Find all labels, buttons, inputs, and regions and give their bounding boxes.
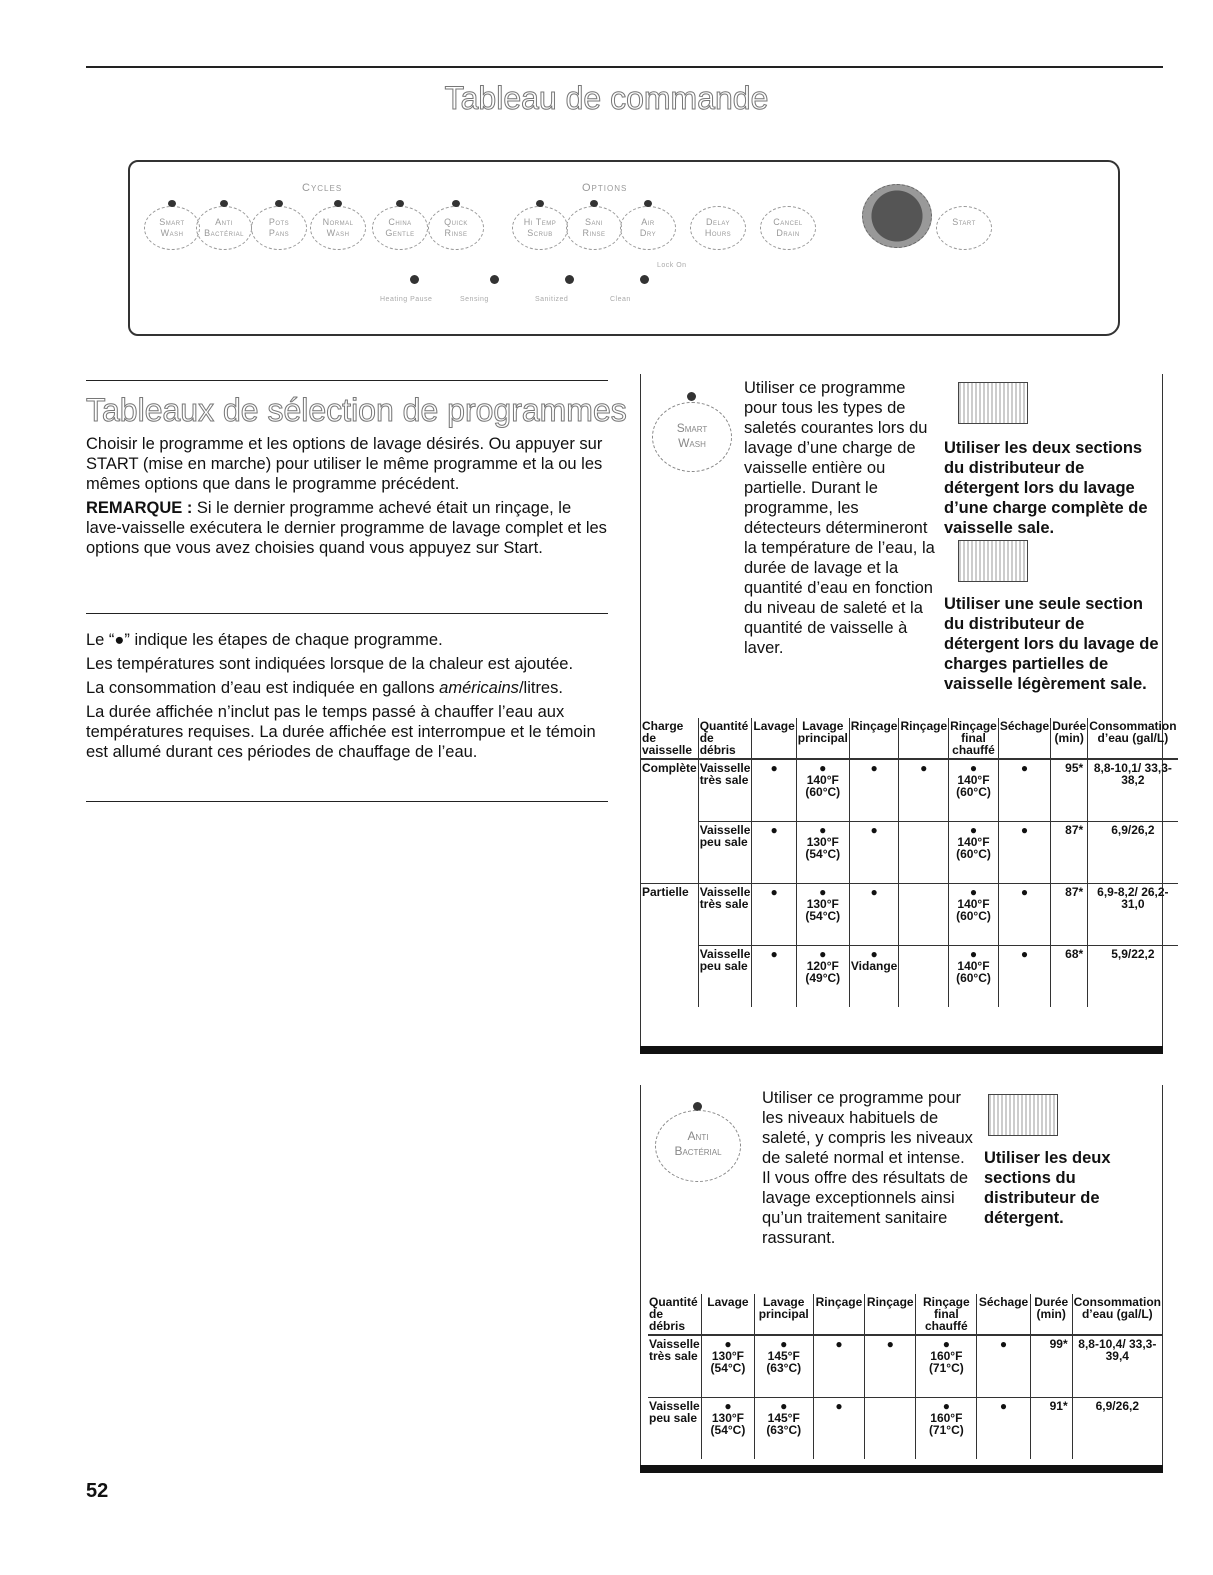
- final-cell: [949, 883, 999, 945]
- rinse1-temp: Vidange: [850, 958, 898, 973]
- soil-cell: Vaisselle peu sale: [648, 1397, 702, 1459]
- anti-header-cell: Quantité de débris: [648, 1294, 702, 1335]
- panel-button-line1: Normal: [322, 217, 354, 227]
- smart-header-cell: Lavage: [752, 718, 796, 759]
- panel-led: [168, 200, 176, 207]
- status-label: Clean: [610, 296, 631, 303]
- time-cell: 87*: [1051, 883, 1088, 945]
- wash-temp: 130°F (54°C): [710, 1410, 746, 1437]
- rinse1-cell: [849, 821, 899, 883]
- main-temp: 120°F (49°C): [805, 958, 841, 985]
- note-paragraph: [86, 498, 608, 558]
- table-row: [641, 821, 1178, 883]
- section-rule-mid: [86, 613, 608, 614]
- smart-header-cell: Rinçage: [899, 718, 949, 759]
- panel-button-3[interactable]: [310, 206, 366, 250]
- anti-header-cell: Rinçage final chauffé: [916, 1294, 977, 1335]
- lock-label: Lock On: [657, 262, 687, 269]
- panel-led: [536, 200, 544, 207]
- table-row: [641, 945, 1178, 1007]
- rinse1-cell: ●: [813, 1397, 864, 1459]
- time-cell: 68*: [1051, 945, 1088, 1007]
- page-number: 52: [86, 1480, 109, 1502]
- wash-temp: 130°F (54°C): [710, 1349, 746, 1375]
- table-row: [641, 759, 1178, 821]
- final-cell: [916, 1397, 977, 1459]
- panel-button-line1: Smart: [159, 217, 185, 227]
- panel-button-11[interactable]: [936, 206, 992, 250]
- dry-cell: ●: [998, 821, 1050, 883]
- rinse2-cell: [865, 1397, 916, 1459]
- rinse1-cell: [849, 759, 899, 821]
- table-row: [648, 1335, 1162, 1397]
- main-cell: [754, 1335, 813, 1397]
- load-cell: Partielle: [641, 883, 698, 1007]
- wash-cell: [702, 1335, 754, 1397]
- rinse2-cell: [899, 821, 949, 883]
- legend-water: [86, 678, 608, 698]
- panel-button-line2: Wash: [160, 228, 184, 238]
- main-cell: [796, 945, 849, 1007]
- wash-cell: ●: [752, 883, 796, 945]
- table-row: [648, 1397, 1162, 1459]
- main-cell: [754, 1397, 813, 1459]
- section-rule-top: [86, 380, 608, 381]
- anti-header-cell: Rinçage: [813, 1294, 864, 1335]
- panel-led: [220, 200, 228, 207]
- status-led: [490, 275, 499, 284]
- panel-button-1[interactable]: [196, 206, 252, 250]
- wash-mark: ●: [724, 1337, 732, 1351]
- rinse2-cell: [899, 945, 949, 1007]
- panel-led: [334, 200, 342, 207]
- note-label: REMARQUE :: [86, 499, 193, 517]
- legend-water-b: américains: [439, 679, 519, 697]
- panel-button-line1: Hi Temp: [523, 217, 557, 227]
- soil-cell: Vaisselle peu sale: [698, 821, 752, 883]
- final-temp: 140°F (60°C): [956, 773, 991, 799]
- panel-button-line1: Air: [641, 217, 655, 227]
- panel-led: [644, 200, 652, 207]
- anti-header-cell: Durée (min): [1030, 1294, 1072, 1335]
- main-temp: 130°F (54°C): [805, 896, 841, 923]
- note-text: Si le dernier programme achevé était un rinçage, le lave-vaisselle exécutera le dernier programme de lavage complet et les options que vous avez choisies quand vous appuyez sur Start.: [86, 499, 607, 557]
- water-cell: 6,9-8,2/ 26,2-31,0: [1088, 883, 1178, 945]
- smart-header-cell: Rinçage: [849, 718, 899, 759]
- main-mark: ●: [819, 884, 827, 899]
- main-temp: 130°F (54°C): [805, 834, 841, 861]
- panel-led: [590, 200, 598, 207]
- smart-header-cell: Durée (min): [1051, 718, 1088, 759]
- main-cell: [796, 821, 849, 883]
- rinse1-mark: ●: [870, 946, 878, 961]
- dry-cell: ●: [998, 945, 1050, 1007]
- wash-cell: ●: [752, 945, 796, 1007]
- table-row: [641, 883, 1178, 945]
- anti-bottom-bar: [640, 1465, 1163, 1473]
- panel-button-line1: Anti: [215, 217, 233, 227]
- final-cell: [949, 759, 999, 821]
- smart-description: Utiliser ce programme pour tous les types de saletés courantes lors du lavage d’une charge de vaisselle entière ou partielle. Durant le programme, les détecteurs détermineront la température de l’eau, la durée de lavage et la quantité d’eau en fonction du niveau de saleté et la quantité de vaisselle à laver.: [744, 379, 935, 657]
- panel-button-2[interactable]: [251, 206, 307, 250]
- main-temp: 145°F (63°C): [766, 1349, 802, 1375]
- panel-led: [275, 200, 283, 207]
- panel-button-line2: Wash: [326, 228, 350, 238]
- wash-cell: ●: [752, 759, 796, 821]
- dry-cell: ●: [998, 883, 1050, 945]
- rinse1-mark: ●: [870, 884, 878, 899]
- main-mark: ●: [819, 761, 827, 775]
- panel-button-0[interactable]: [144, 206, 200, 250]
- water-cell: 8,8-10,4/ 33,3-39,4: [1072, 1335, 1162, 1397]
- section-title: Tableaux de sélection de programmes: [86, 392, 627, 428]
- anti-description: Utiliser ce programme pour les niveaux habituels de saleté, y compris les niveaux de saleté normal et intense. Il vous offre des résultats de lavage exceptionnels ainsi qu’un traitement sanitaire rassurant.: [762, 1089, 973, 1247]
- rinse1-cell: [849, 945, 899, 1007]
- panel-button-line2: Hours: [704, 228, 732, 238]
- anti-bacterial-icon: [655, 1110, 741, 1182]
- panel-button-line2: Pans: [268, 228, 290, 238]
- main-mark: ●: [780, 1398, 788, 1413]
- panel-button-4[interactable]: [372, 206, 428, 250]
- anti-header-cell: Consommation d’eau (gal/L): [1072, 1294, 1162, 1335]
- panel-button-line1: Sani: [584, 217, 603, 227]
- anti-detergent-text: Utiliser les deux sections du distributeur de détergent.: [984, 1149, 1111, 1227]
- panel-button-line2: Drain: [776, 228, 800, 238]
- soil-cell: Vaisselle très sale: [648, 1335, 702, 1397]
- anti-header-cell: Rinçage: [865, 1294, 916, 1335]
- final-temp: 140°F (60°C): [956, 896, 991, 923]
- final-mark: ●: [969, 822, 978, 837]
- time-cell: 95*: [1051, 759, 1088, 821]
- main-temp: 140°F (60°C): [805, 773, 841, 799]
- panel-button-line2: Rinse: [582, 228, 606, 238]
- main-mark: ●: [780, 1337, 788, 1351]
- smart-detergent-full: Utiliser les deux sections du distributeur de détergent lors du lavage d’une charge complète de vaisselle sale.: [944, 439, 1148, 537]
- panel-button-5[interactable]: [428, 206, 484, 250]
- panel-button-8[interactable]: [620, 206, 676, 250]
- time-cell: 99*: [1030, 1335, 1072, 1397]
- final-temp: 160°F (71°C): [928, 1410, 964, 1437]
- anti-detergent-icon: [988, 1094, 1058, 1136]
- smart-header-cell: Rinçage final chauffé: [950, 719, 997, 757]
- water-cell: 6,9/26,2: [1088, 821, 1178, 883]
- water-cell: 6,9/26,2: [1072, 1397, 1162, 1459]
- main-temp: 145°F (63°C): [766, 1410, 802, 1437]
- rinse2-cell: ●: [865, 1335, 916, 1397]
- dry-cell: ●: [977, 1397, 1030, 1459]
- smart-table: [641, 718, 1178, 1007]
- rinse1-cell: ●: [813, 1335, 864, 1397]
- water-cell: 5,9/22,2: [1088, 945, 1178, 1007]
- final-cell: [949, 945, 999, 1007]
- final-mark: ●: [969, 761, 978, 775]
- panel-button-line2: Bactérial: [204, 228, 244, 238]
- rinse1-mark: ●: [870, 822, 878, 837]
- rinse2-cell: ●: [899, 759, 949, 821]
- smart-icon-line1: Smart: [676, 421, 708, 435]
- final-temp: 140°F (60°C): [956, 834, 991, 861]
- panel-led: [452, 200, 460, 207]
- panel-button-line1: China: [388, 217, 412, 227]
- smart-detergent-partial: Utiliser une seule section du distributeur de détergent lors du lavage de charges partielles de vaisselle légèrement sale.: [944, 595, 1159, 693]
- dry-cell: ●: [998, 759, 1050, 821]
- legend-block: [86, 630, 608, 766]
- rinse1-cell: [849, 883, 899, 945]
- panel-button-line1: Start: [952, 217, 976, 227]
- main-mark: ●: [819, 822, 827, 837]
- wash-cell: ●: [752, 821, 796, 883]
- panel-button-line2: Scrub: [527, 228, 553, 238]
- display-dial: [862, 184, 932, 248]
- legend-temp: Les températures sont indiquées lorsque de la chaleur est ajoutée.: [86, 655, 574, 673]
- final-mark: ●: [969, 946, 978, 961]
- soil-cell: Vaisselle très sale: [698, 883, 752, 945]
- page-title: Tableau de commande: [444, 80, 769, 116]
- anti-header-cell: Lavage principal: [754, 1294, 813, 1335]
- main-cell: [796, 759, 849, 821]
- panel-button-9[interactable]: [690, 206, 746, 250]
- status-led: [410, 275, 419, 284]
- status-label: Sensing: [460, 296, 489, 303]
- smart-header-cell: Charge de vaisselle: [641, 718, 698, 759]
- panel-button-7[interactable]: [566, 206, 622, 250]
- anti-header-cell: Lavage: [702, 1294, 754, 1335]
- smart-led: [687, 392, 696, 401]
- panel-button-line1: Cancel: [773, 217, 803, 227]
- smart-header-cell: Quantité de débris: [698, 718, 752, 759]
- smart-wash-icon: [652, 402, 732, 472]
- section-rule-bottom: [86, 801, 608, 802]
- anti-table: [648, 1294, 1162, 1459]
- status-label: Sanitized: [535, 296, 569, 303]
- anti-left-border: [640, 1085, 641, 1470]
- final-temp: 140°F (60°C): [956, 958, 991, 985]
- panel-button-line1: Quick: [444, 217, 468, 227]
- panel-led: [396, 200, 404, 207]
- rinse2-cell: [899, 883, 949, 945]
- detergent-single-icon: [958, 540, 1028, 582]
- load-cell: Complète: [641, 759, 698, 883]
- smart-header-cell: Séchage: [998, 718, 1050, 759]
- anti-right-border: [1162, 1085, 1163, 1470]
- status-led: [565, 275, 574, 284]
- legend-dot: Le “●” indique les étapes de chaque programme.: [86, 631, 443, 649]
- anti-icon-line2: Bactérial: [674, 1144, 722, 1158]
- wash-mark: ●: [724, 1398, 732, 1413]
- panel-button-6[interactable]: [512, 206, 568, 250]
- final-temp: 160°F (71°C): [928, 1349, 964, 1375]
- anti-header-cell: Séchage: [977, 1294, 1030, 1335]
- options-label: Options: [582, 182, 628, 194]
- smart-bottom-bar: [640, 1046, 1163, 1054]
- final-mark: ●: [969, 884, 978, 899]
- final-cell: [949, 821, 999, 883]
- water-cell: 8,8-10,1/ 33,3-38,2: [1088, 759, 1178, 821]
- dry-cell: ●: [977, 1335, 1030, 1397]
- final-mark: ●: [942, 1398, 950, 1413]
- rinse1-mark: ●: [870, 761, 878, 775]
- time-cell: 91*: [1030, 1397, 1072, 1459]
- final-cell: [916, 1335, 977, 1397]
- smart-icon-line2: Wash: [678, 436, 706, 450]
- anti-icon-line1: Anti: [687, 1129, 709, 1143]
- panel-button-line2: Dry: [639, 228, 657, 238]
- control-panel: [128, 160, 1120, 336]
- wash-cell: [702, 1397, 754, 1459]
- main-cell: [796, 883, 849, 945]
- status-label: Heating Pause: [380, 296, 433, 303]
- status-led: [640, 275, 649, 284]
- panel-button-line2: Rinse: [444, 228, 468, 238]
- panel-button-line1: Delay: [706, 217, 730, 227]
- legend-time: La durée affichée n’inclut pas le temps passé à chauffer l’eau aux températures requises. La durée affichée est interrompue et le témoin est allumé durant ces périodes de chauffage de l’eau.: [86, 703, 596, 761]
- smart-header-cell: Consommation d’eau (gal/L): [1088, 718, 1178, 759]
- time-cell: 87*: [1051, 821, 1088, 883]
- smart-header-cell: Lavage principal: [796, 718, 849, 759]
- panel-button-line2: Gentle: [385, 228, 415, 238]
- intro-text: Choisir le programme et les options de lavage désirés. Ou appuyer sur START (mise en marche) pour utiliser le même programme et la ou les mêmes options que dans le programme précédent.: [86, 435, 603, 493]
- soil-cell: Vaisselle très sale: [698, 759, 752, 821]
- detergent-both-icon: [958, 382, 1028, 424]
- final-mark: ●: [942, 1337, 950, 1351]
- main-mark: ●: [819, 946, 827, 961]
- legend-water-a: La consommation d’eau est indiquée en gallons: [86, 679, 440, 697]
- cycles-label: Cycles: [302, 182, 343, 194]
- section-intro-block: [86, 434, 608, 562]
- legend-water-c: /litres.: [518, 679, 563, 697]
- panel-button-10[interactable]: [760, 206, 816, 250]
- header-rule: [86, 66, 1163, 68]
- soil-cell: Vaisselle peu sale: [698, 945, 752, 1007]
- panel-button-line1: Pots: [268, 217, 290, 227]
